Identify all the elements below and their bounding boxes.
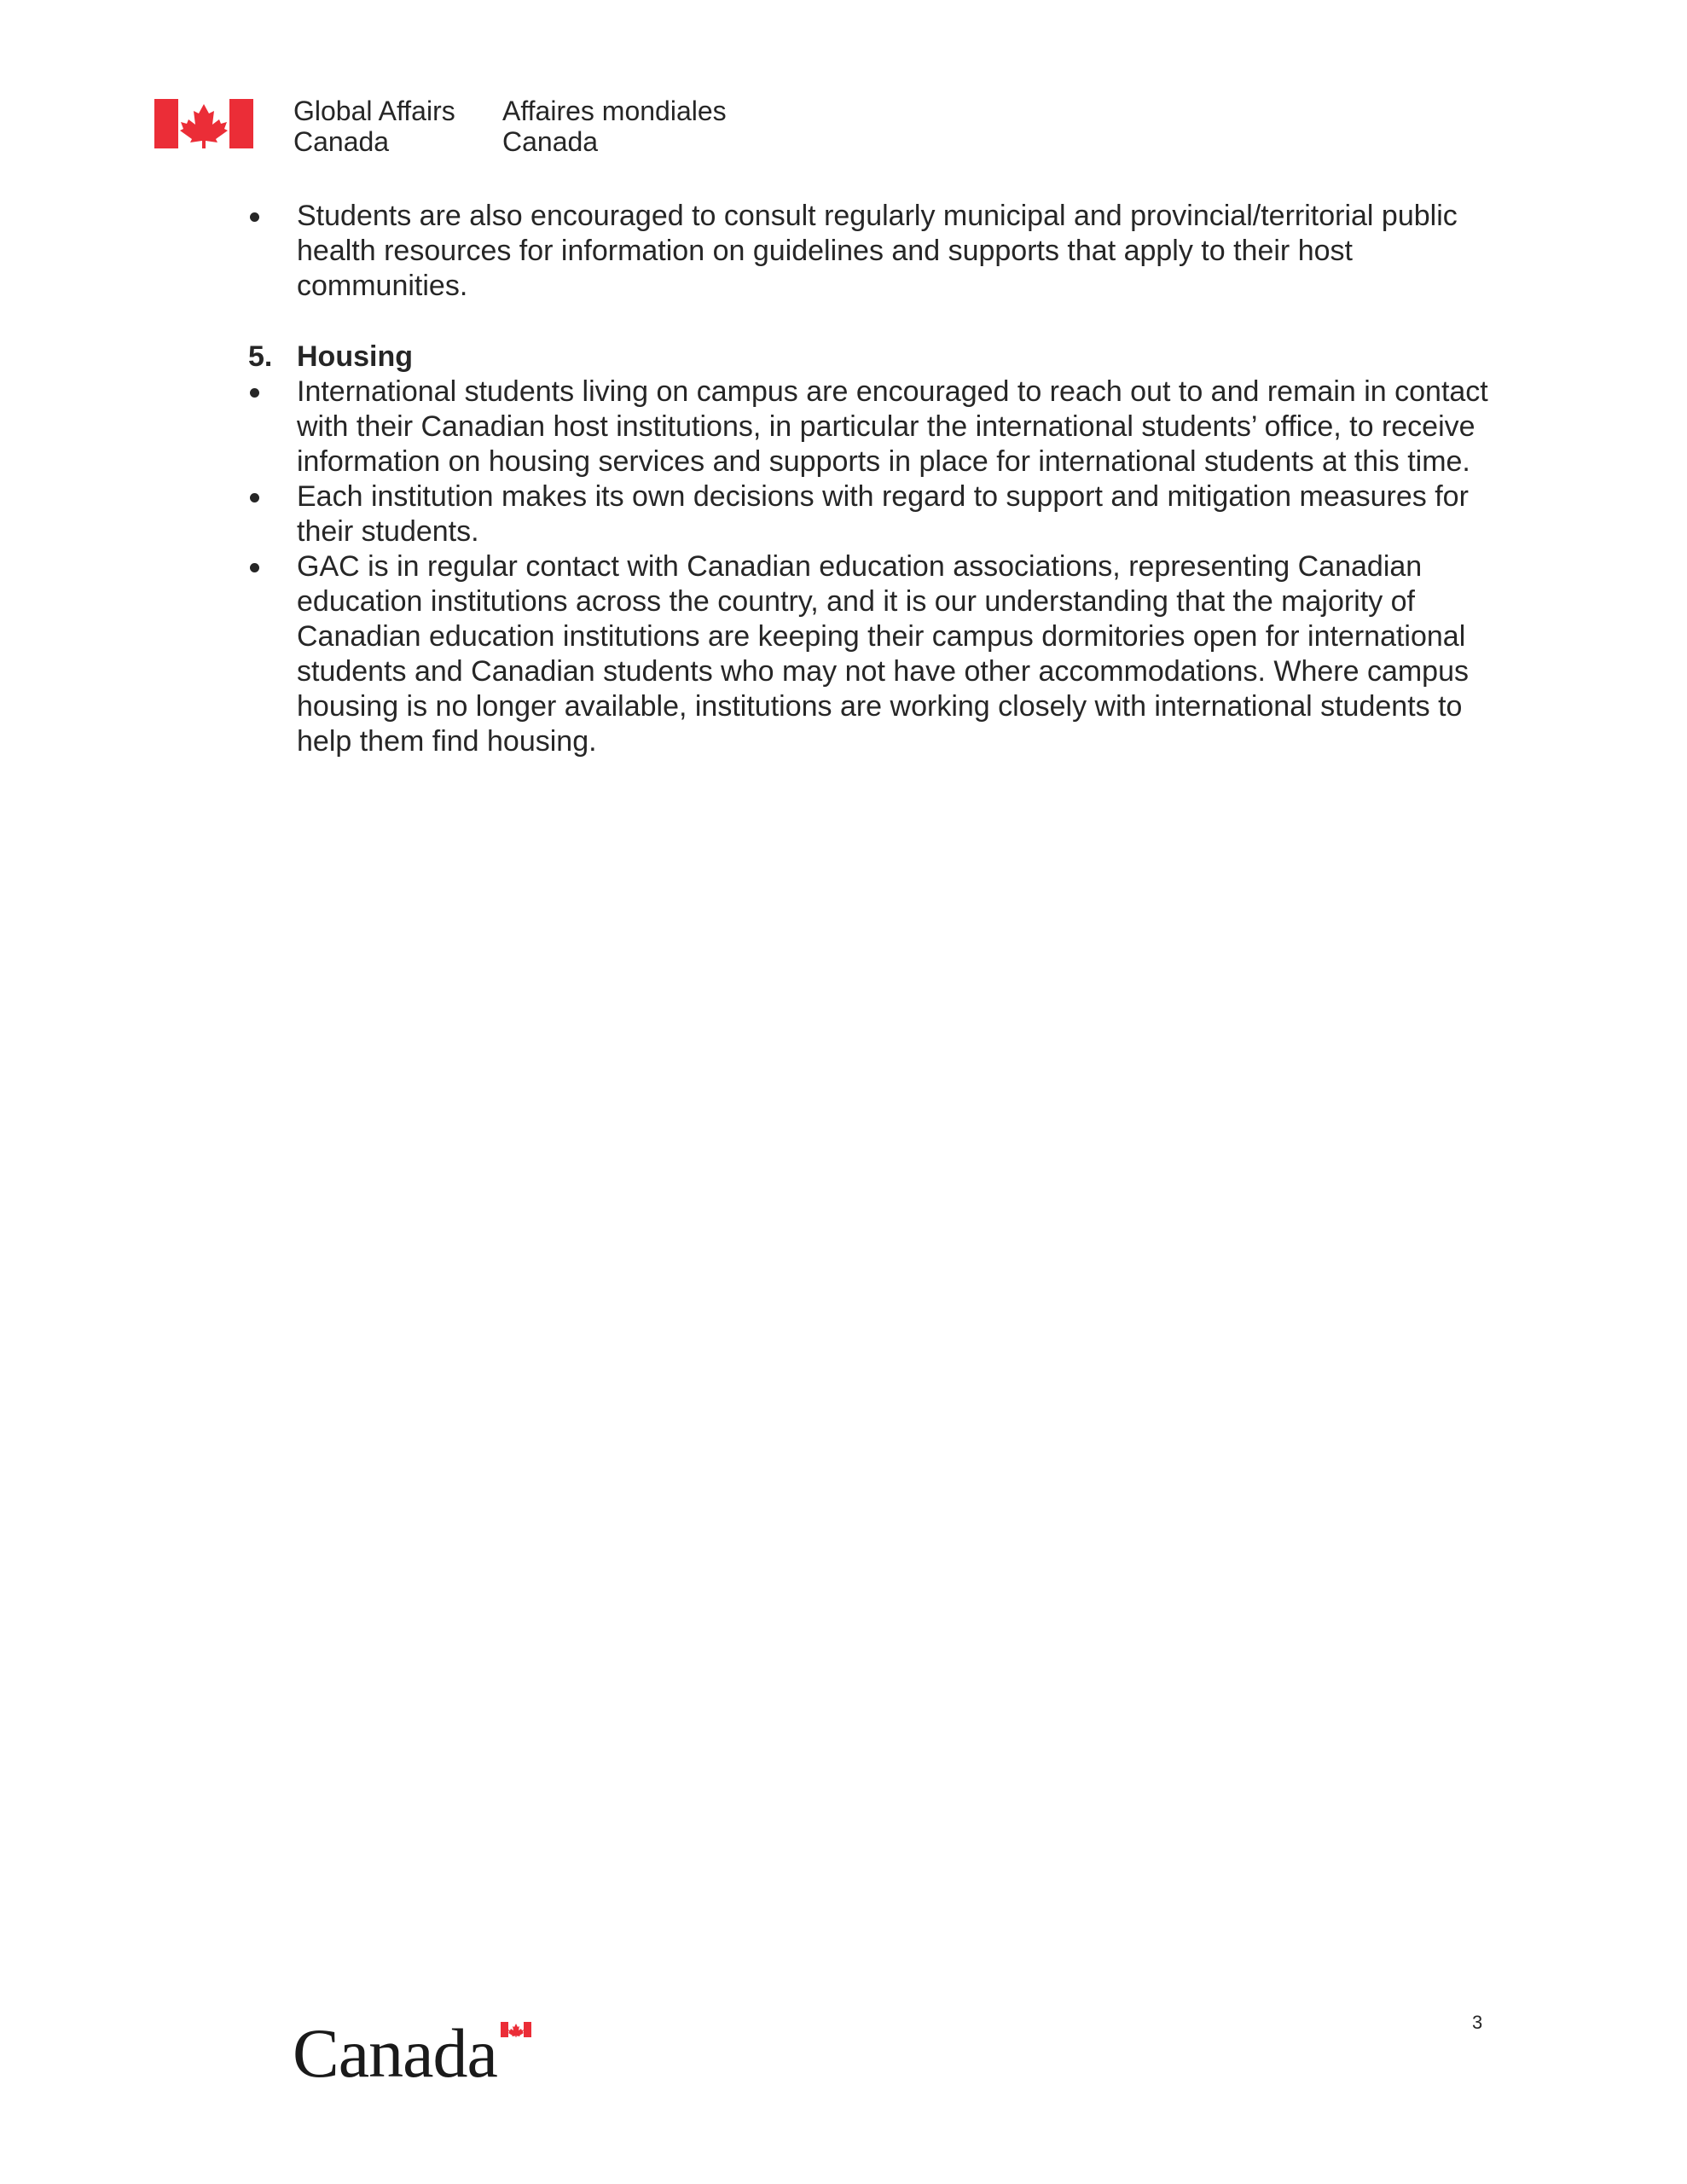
page-number: 3 bbox=[1472, 2012, 1483, 2033]
canada-flag-icon bbox=[154, 99, 253, 148]
signature-english-line1: Global Affairs bbox=[293, 96, 455, 126]
section-title: Housing bbox=[297, 340, 413, 373]
signature-french bbox=[502, 96, 727, 157]
list-item bbox=[248, 549, 1493, 759]
canada-wordmark bbox=[293, 2014, 540, 2092]
section-number: 5. bbox=[248, 340, 273, 373]
list-item-text: GAC is in regular contact with Canadian education associations, representing Canadian education institutions across the country, and it is our understanding that the majority of Canadian education institutions are keeping their campus dormitories open for international students and Canadian students who may not have other accommodations. Where campus housing is no longer available, institutions are working closely with international students to help them find housing. bbox=[297, 550, 1469, 758]
list-item bbox=[248, 375, 1493, 479]
list-item-text: Each institution makes its own decisions with regard to support and mitigation measures for their students. bbox=[297, 480, 1469, 548]
list-item bbox=[248, 479, 1493, 549]
canada-wordmark-text: Canada bbox=[293, 2014, 497, 2092]
document-body bbox=[248, 199, 1493, 759]
section-heading bbox=[248, 340, 1493, 375]
signature-english-line2: Canada bbox=[293, 126, 390, 157]
canada-wordmark-flag-icon bbox=[501, 2022, 531, 2037]
signature-english bbox=[293, 96, 455, 157]
list-item-text: International students living on campus are encouraged to reach out to and remain in contact with their Canadian host institutions, in particular the international students’ office, to receive information on housing services and supports in place for international students at this time. bbox=[297, 375, 1488, 478]
signature-french-line1: Affaires mondiales bbox=[502, 96, 727, 126]
list-item bbox=[248, 199, 1493, 304]
list-item-text: Students are also encouraged to consult regularly municipal and provincial/territorial public health resources for information on guidelines and supports that apply to their host communities. bbox=[297, 200, 1458, 302]
signature-french-line2: Canada bbox=[502, 126, 599, 157]
